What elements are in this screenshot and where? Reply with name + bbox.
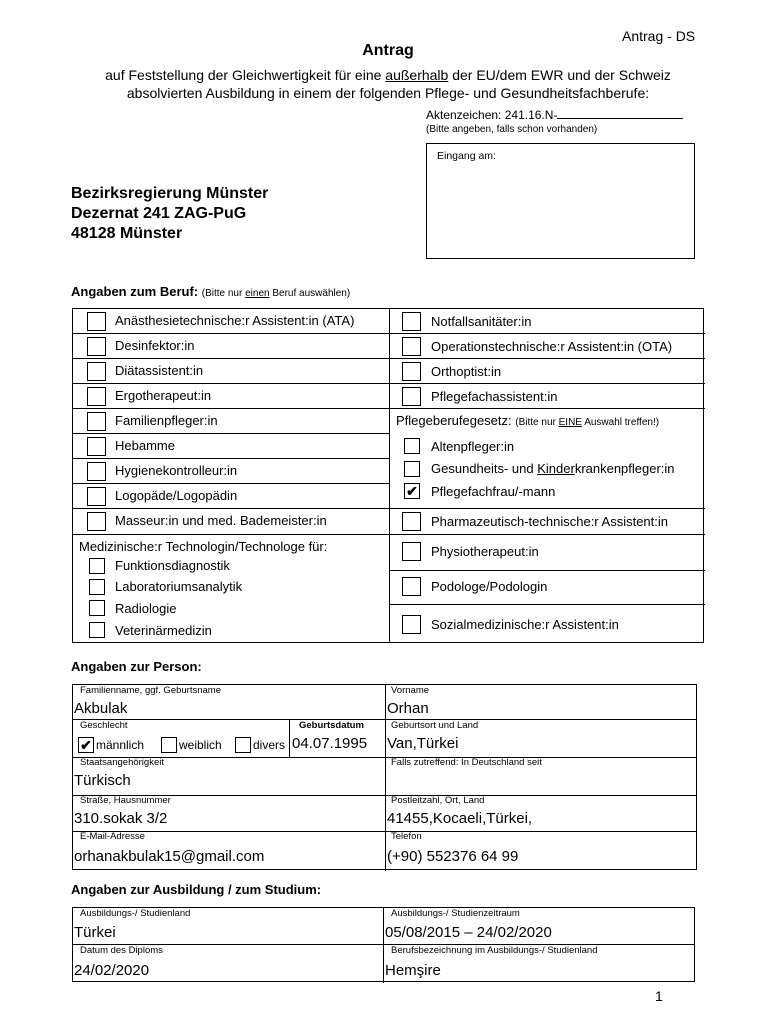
checkbox-gkkp[interactable] [404,461,420,477]
land-label: Ausbildungs-/ Studienland [80,908,191,919]
label-ata: Anästhesietechnische:r Assistent:in (ATA) [115,313,355,328]
label-physiotherapeut: Physiotherapeut:in [431,544,539,559]
pflege-heading [396,413,659,428]
email-value[interactable]: orhanakbulak15@gmail.com [74,848,265,865]
person-heading: Angaben zur Person: [71,659,202,674]
beruf-heading [71,284,350,299]
label-gkkp-1: Gesundheits- und [431,461,538,476]
person-table [72,684,697,870]
subtitle-text-3: absolvierten Ausbildung in einem der folgenden Pflege- und Gesundheitsfachberufe: [126,85,650,101]
aktenzeichen-field[interactable] [557,108,683,119]
vorname-value[interactable]: Orhan [387,700,429,717]
checkbox-notfallsanitaeter[interactable] [402,312,421,331]
email-label: E-Mail-Adresse [80,831,145,842]
label-laboratoriumsanalytik: Laboratoriumsanalytik [115,579,243,594]
plz-label: Postleitzahl, Ort, Land [391,795,485,806]
label-radiologie: Radiologie [115,601,177,616]
zeitraum-label: Ausbildungs-/ Studienzeitraum [391,908,520,919]
label-orthoptist: Orthoptist:in [431,364,502,379]
pflege-hint-2: Auswahl treffen!) [581,417,660,428]
checkbox-radiologie[interactable] [89,600,105,616]
label-notfallsanitaeter: Notfallsanitäter:in [431,314,532,329]
geburtsdatum-value[interactable]: 04.07.1995 [292,735,368,752]
profession-table [72,308,704,643]
label-hebamme: Hebamme [115,438,175,453]
mta-heading: Medizinische:r Technologin/Technologe für: [79,539,328,554]
checkbox-orthoptist[interactable] [402,362,421,381]
strasse-label: Straße, Hausnummer [80,795,171,806]
aktenzeichen-label: Aktenzeichen: 241.16.N- [426,108,558,122]
label-sozialmedizinisch: Sozialmedizinische:r Assistent:in [431,617,619,632]
label-veterinaermedizin: Veterinärmedizin [115,623,212,638]
label-altenpfleger: Altenpfleger:in [431,439,515,454]
vorname-label: Vorname [391,685,430,696]
col-line [385,685,386,871]
row-line [73,458,389,459]
plz-value[interactable]: 41455,Kocaeli,Türkei, [387,810,533,827]
berufsbezeichnung-value[interactable]: Hemşire [385,962,441,979]
checkbox-ota[interactable] [402,337,421,356]
label-diaetassistent: Diätassistent:in [115,363,204,378]
pflege-hint-u: EINE [558,417,582,428]
eingang-box[interactable] [426,143,695,259]
form-subtitle [0,66,768,102]
land-value[interactable]: Türkei [74,924,116,941]
label-gkkp-2: krankenpfleger:in [574,461,675,476]
checkbox-divers[interactable] [235,737,251,753]
row-line [73,358,389,359]
checkbox-diaetassistent[interactable] [87,362,106,381]
row-line [389,408,705,409]
label-maennlich: männlich [96,738,145,752]
label-gkkp [431,461,675,476]
row-line [73,534,705,535]
label-familienpfleger: Familienpfleger:in [115,413,218,428]
label-podologe: Podologe/Podologin [431,579,548,594]
label-masseur: Masseur:in und med. Bademeister:in [115,513,327,528]
staat-label: Staatsangehörigkeit [80,757,164,768]
row-line [389,604,705,605]
row-line [389,570,705,571]
ausbildung-table [72,907,695,982]
eingang-label: Eingang am: [437,150,496,162]
diplom-label: Datum des Diploms [80,945,163,956]
checkbox-veterinaermedizin[interactable] [89,622,105,638]
row-line [73,383,389,384]
checkbox-logopaede[interactable] [87,487,106,506]
beruf-hint-2: Beruf auswählen) [269,288,351,299]
checkbox-ergotherapeut[interactable] [87,387,106,406]
label-hygienekontrolleur: Hygienekontrolleur:in [115,463,238,478]
row-line [73,433,389,434]
telefon-value[interactable]: (+90) 552376 64 99 [387,848,519,865]
row-line [389,333,705,334]
row-line [73,483,389,484]
checkbox-hebamme[interactable] [87,437,106,456]
seit-label: Falls zutreffend: In Deutschland seit [391,757,542,768]
authority-line-1: Bezirksregierung Münster [71,185,269,202]
label-pflegefachfrau: Pflegefachfrau/-mann [431,484,556,499]
document-code: Antrag - DS [622,28,696,44]
beruf-hint-u: einen [245,288,270,299]
diplom-value[interactable]: 24/02/2020 [74,962,150,979]
label-ergotherapeut: Ergotherapeut:in [115,388,212,403]
staat-value[interactable]: Türkisch [74,772,131,789]
berufsbezeichnung-label: Berufsbezeichnung im Ausbildungs-/ Studienland [391,945,598,956]
pflege-hint [515,417,659,428]
checkbox-altenpfleger[interactable] [404,438,420,454]
beruf-heading-text: Angaben zum Beruf: [71,284,199,299]
col-line [289,719,290,757]
telefon-label: Telefon [391,831,422,842]
row-line [389,358,705,359]
aktenzeichen-hint: (Bitte angeben, falls schon vorhanden) [426,124,598,135]
zeitraum-value[interactable]: 05/08/2015 – 24/02/2020 [385,924,552,941]
label-pflegefachassistent: Pflegefachassistent:in [431,389,558,404]
strasse-value[interactable]: 310.sokak 3/2 [74,810,168,827]
authority-address [71,184,268,244]
label-funktionsdiagnostik: Funktionsdiagnostik [115,558,230,573]
subtitle-text-1: auf Feststellung der Gleichwertigkeit für eine [105,67,386,83]
checkbox-familienpfleger[interactable] [87,412,106,431]
geschlecht-label: Geschlecht [80,720,128,731]
aktenzeichen[interactable] [426,108,683,122]
checkbox-maennlich[interactable]: ✔ [78,737,94,753]
label-weiblich: weiblich [179,738,222,752]
ausbildung-heading: Angaben zur Ausbildung / zum Studium: [71,882,322,897]
label-logopaede: Logopäde/Logopädin [115,488,238,503]
checkbox-funktionsdiagnostik[interactable] [89,558,105,574]
page-number: 1 [655,988,663,1004]
pflege-heading-text: Pflegeberufegesetz: [396,413,512,428]
label-gkkp-u: Kinder [537,461,575,476]
geburtsort-label: Geburtsort und Land [391,720,479,731]
checkbox-masseur[interactable] [87,512,106,531]
geburtsort-value[interactable]: Van,Türkei [387,735,459,752]
beruf-hint [202,288,350,299]
checkbox-desinfektor[interactable] [87,337,106,356]
geburtsdatum-label: Geburtsdatum [299,720,364,731]
authority-line-2: Dezernat 241 ZAG-PuG [71,205,247,222]
row-line [73,333,389,334]
checkbox-hygienekontrolleur[interactable] [87,462,106,481]
checkbox-laboratoriumsanalytik[interactable] [89,579,105,595]
subtitle-text-2: der EU/dem EWR und der Schweiz [448,67,671,83]
subtitle-underlined: außerhalb [385,67,449,83]
row-line [389,383,705,384]
row-line [73,408,389,409]
familienname-value[interactable]: Akbulak [74,700,128,717]
form-title: Antrag [362,42,414,59]
checkbox-sozialmedizinisch[interactable] [402,615,421,634]
col-line [383,908,384,983]
checkbox-pflegefachfrau[interactable]: ✔ [404,483,420,499]
authority-line-3: 48128 Münster [71,225,183,242]
checkbox-pta[interactable] [402,512,421,531]
label-ota: Operationstechnische:r Assistent:in (OTA) [431,339,673,354]
label-pta: Pharmazeutisch-technische:r Assistent:in [431,514,668,529]
checkbox-pflegefachassistent[interactable] [402,387,421,406]
beruf-hint-1: (Bitte nur [201,288,246,299]
pflege-hint-1: (Bitte nur [515,417,559,428]
checkbox-podologe[interactable] [402,577,421,596]
label-divers: divers [253,738,286,752]
row-line [73,508,705,509]
checkbox-ata[interactable] [87,312,106,331]
checkbox-weiblich[interactable] [161,737,177,753]
label-desinfektor: Desinfektor:in [115,338,195,353]
checkbox-physiotherapeut[interactable] [402,542,421,561]
familienname-label: Familienname, ggf. Geburtsname [80,685,221,696]
